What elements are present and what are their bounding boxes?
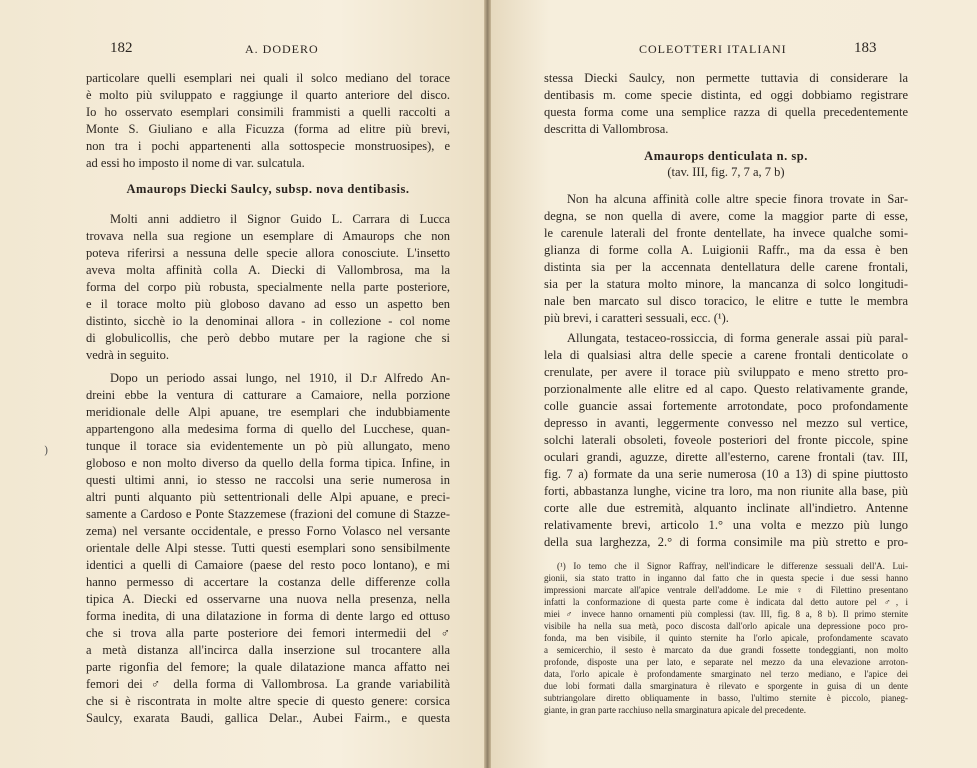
footnote-line: profonde, disposte una per lato, e separate nel mezzo da una elevazione arroton- — [544, 657, 908, 667]
text-line: forma del corpo più robusta, specialmente nella parte posteriore, — [86, 280, 450, 294]
text-line: identici a quelli di Camaiore (paese del resto poco lontano), e mi — [86, 558, 450, 572]
text-line: orientale delle Alpi stesse. Tutti questi esemplari sono sensibilmente — [86, 541, 450, 555]
text-line: trovava nella sua regione un esemplare di Amaurops che non — [86, 229, 450, 243]
text-line: della sua larghezza, 2.° di forma consimile ma più stretto e pro- — [544, 535, 908, 549]
book-gutter — [484, 0, 491, 768]
footnote-line: infatti la conformazione di questa parte come è indicata dal detto autore pel ♂, i — [544, 597, 908, 607]
text-line: meridionale delle Alpi apuane, tre esemplari che indubbiamente — [86, 405, 450, 419]
footnote-line: subtriangolare diretto obliquamente in basso, l'ultimo sternite è piccolo, pianeg- — [544, 693, 908, 703]
text-line: Allungata, testaceo-rossiccia, di forma generale assai più paral- — [567, 331, 908, 345]
text-line: samente a Cardoso e Ponte Stazzemese (frazioni del comune di Stazze- — [86, 507, 450, 521]
text-line: tunque il torace sia evidentemente un pò più allungato, meno — [86, 439, 450, 453]
right-running-head: COLEOTTERI ITALIANI — [639, 42, 787, 56]
footnote-line: visibile ha nella sua metà, poco discosta dall'orlo apicale una depressione poco pro- — [544, 621, 908, 631]
text-line: Dopo un periodo assai lungo, nel 1910, il D.r Alfredo An- — [110, 371, 450, 385]
right-page — [491, 0, 977, 768]
margin-mark: ) — [44, 444, 49, 457]
text-line: forma inedita, di una dilatazione in forma di dente largo ed ottuso — [86, 609, 450, 623]
text-line: porzionalmente alle elitre ed al capo. Questo relativamente grande, — [544, 382, 908, 396]
text-line: e il torace molto più globoso davano ad esso un aspetto ben — [86, 297, 450, 311]
footnote-line: gionii, sia stato tratto in inganno dal fatto che in questa specie i due sessi hanno — [544, 573, 908, 583]
text-line: più brevi, i caratteri sessuali, ecc. (¹). — [544, 311, 729, 325]
text-line: Io ho osservato esemplari consimili frammisti a quelli raccolti a — [86, 105, 450, 119]
text-line: appartengono alla medesima forma di quello del Lucchese, quan- — [86, 422, 450, 436]
right-page-number: 183 — [854, 40, 877, 56]
text-line: nale ben marcato sul disco toracico, le elitre e tutte le membra — [544, 294, 908, 308]
text-line: ad essi ho imposto il nome di var. sulcatula. — [86, 156, 305, 170]
text-line: sia per la statura molto minore, la mancanza di solco longitudi- — [544, 277, 908, 291]
text-line: questa forma come una semplice razza di quella precedentemente — [544, 105, 908, 119]
text-line: che si è riscontrata in molte altre specie di questo genere: corsica — [86, 694, 450, 708]
text-line: tipica A. Diecki ed osservarne una nuova nella presenza, nella — [86, 592, 450, 606]
text-line: parte rigonfia del femore; la quale dilatazione manca affatto nei — [86, 660, 450, 674]
text-line: lela di qualsiasi altra delle specie a carene frontali denticolate o — [544, 348, 908, 362]
section-heading: Amaurops Diecki Saulcy, subsp. nova dentibasis. — [126, 182, 410, 196]
text-line: altri punti alquanto più settentrionali delle Alpi apuane, e preci- — [86, 490, 450, 504]
text-line: Molti anni addietro il Signor Guido L. Carrara di Lucca — [110, 212, 450, 226]
text-line: questi ultimi anni, io stesso ne raccolsi una serie numerosa in — [86, 473, 450, 487]
text-line: Saulcy, exarata Baudi, gallica Delar., Aubei Fairm., e questa — [86, 711, 450, 725]
text-line: dreini ebbe la ventura di catturare a Camaiore, nella porzione — [86, 388, 450, 402]
text-line: solchi laterali obsoleti, foveole posteriori del fronte piccole, spine — [544, 433, 908, 447]
footnote-line: data, l'orlo apicale è profondamente smarginato nel terzo mediano, e l'apice dei — [544, 669, 908, 679]
footnote-line: miei ♂ invece hanno ornamenti più complessi (tav. III, fig. 8 a, 8 b). Il primo sternite — [544, 609, 908, 619]
text-line: Monte S. Giuliano e alla Ficuzza (forma ad elitre più brevi, — [86, 122, 450, 136]
text-line: descritta di Vallombrosa. — [544, 122, 669, 136]
text-line: a metà distanza all'incirca dalla inserzione sul trocantere alla — [86, 643, 450, 657]
text-line: distinta sia per la accennata dentellatura delle carene frontali, — [544, 260, 908, 274]
text-line: relativamente brevi, articolo 1.° una volta e mezzo più lungo — [544, 518, 908, 532]
text-line: depresso in avanti, leggermente convesso nel mezzo sul vertice, — [544, 416, 908, 430]
text-line: femori dei ♂ della forma di Vallombrosa. La grande variabilità — [86, 677, 450, 691]
text-line: corte alle due estremità, alquanto inclinate all'indietro. Antenne — [544, 501, 908, 515]
text-line: zema) nel versante occidentale, e presso Forno Volasco nel versante — [86, 524, 450, 538]
text-line: che si trova alla parte posteriore dei femori intermedii del ♂ — [86, 626, 450, 640]
footnote-line: (¹) Io temo che il Signor Raffray, nell'indicare le differenze sessuali dell'A. Lui- — [557, 561, 908, 571]
text-line: stessa Diecki Saulcy, non permette tuttavia di considerare la — [544, 71, 908, 85]
text-line: dentibasis m. come specie distinta, ed oggi dobbiamo registrare — [544, 88, 908, 102]
footnote-line: impressioni marcate all'apice ventrale dell'addome. Le mie ♀ di Filettino presentano — [544, 585, 908, 595]
text-line: glianza di forme colla A. Luigionii Raffr., ma da essa è ben — [544, 243, 908, 257]
text-line: particolare quelli esemplari nei quali il solco mediano del torace — [86, 71, 450, 85]
footnote-line: a semicerchio, il sesto è marcato da due grandi fossette tondeggianti, non molto — [544, 645, 908, 655]
text-line: distinto, sicchè io la denominai allora - in collezione - col nome — [86, 314, 450, 328]
text-line: vedrà in seguito. — [86, 348, 169, 362]
text-line: è molto più sviluppato e raggiunge il quarto anteriore del disco. — [86, 88, 450, 102]
section-heading: Amaurops denticulata n. sp. — [644, 149, 808, 163]
text-line: oculari grandi, aguzze, dirette all'esterno, carene frontali (tav. III, — [544, 450, 908, 464]
left-running-head: A. DODERO — [245, 42, 319, 56]
text-line: Non ha alcuna affinità colle altre specie finora trovate in Sar- — [567, 192, 908, 206]
text-line: fig. 7 a) formate da una serie numerosa (10 a 13) di spine piuttosto — [544, 467, 908, 481]
left-page — [0, 0, 484, 768]
left-page-number: 182 — [110, 40, 133, 56]
text-line: non tra i pochi appartenenti alla sottospecie monstruosipes), e — [86, 139, 450, 153]
text-line: degna, se non quella di avere, come la maggior parte di esse, — [544, 209, 908, 223]
text-line: hanno permesso di accertare la costanza delle differenze colla — [86, 575, 450, 589]
footnote-line: due lobi formati dalla smarginatura è rilevato e sporgente in guisa di un dente — [544, 681, 908, 691]
text-line: forti, abbastanza lunghe, vicine tra loro, ma non riunite alla base, più — [544, 484, 908, 498]
footnote-line: giante, in gran parte racchiuso nella smarginatura apicale del precedente. — [544, 705, 806, 715]
text-line: poteva riferirsi a nessuna delle specie allora conosciute. L'insetto — [86, 246, 450, 260]
text-line: le carenule laterali del fronte dentellate, ha invece qualche somi- — [544, 226, 908, 240]
text-line: colle guancie assai fortemente arrotondate, poco profondamente — [544, 399, 908, 413]
section-subheading: (tav. III, fig. 7, 7 a, 7 b) — [667, 165, 785, 179]
footnote-line: fonda, ma ben visibile, il quinto sternite ha l'orlo apicale, profondamente scavato — [544, 633, 908, 643]
text-line: aveva molta affinità colla A. Diecki di Vallombrosa, ma la — [86, 263, 450, 277]
text-line: di globulicollis, che però debbo mutare per la ragione che si — [86, 331, 450, 345]
text-line: crenulate, per avere il torace più sviluppato e meno stretto pro- — [544, 365, 908, 379]
text-line: globoso e non molto diverso da quello della forma tipica. Infine, in — [86, 456, 450, 470]
